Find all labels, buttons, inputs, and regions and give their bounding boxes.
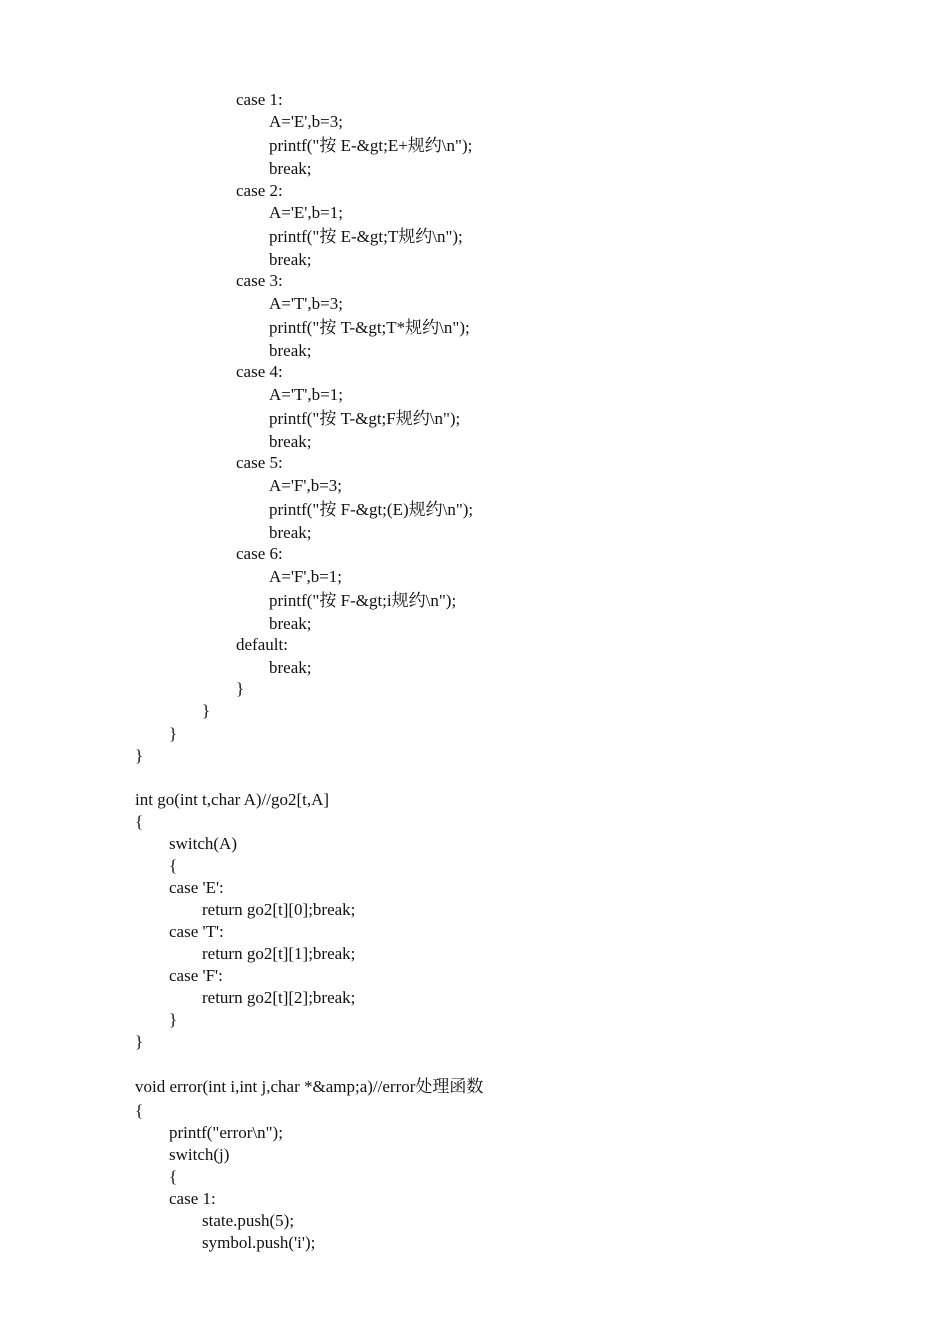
code-line: break;: [269, 614, 312, 633]
code-line: return go2[t][0];break;: [202, 900, 356, 919]
code-line: symbol.push('i');: [202, 1233, 316, 1252]
code-line: {: [135, 1101, 144, 1120]
code-line: }: [169, 1010, 178, 1029]
code-line: printf("按 F-&gt;(E)规约\n");: [269, 500, 474, 519]
code-line: }: [202, 701, 211, 720]
code-line: A='E',b=1;: [269, 203, 343, 222]
code-line: }: [135, 1032, 144, 1051]
code-line: printf("按 F-&gt;i规约\n");: [269, 591, 457, 610]
code-line: state.push(5);: [202, 1211, 295, 1230]
code-line: {: [169, 1167, 178, 1186]
code-line: {: [135, 812, 144, 831]
code-line: return go2[t][1];break;: [202, 944, 356, 963]
code-line: printf("按 E-&gt;E+规约\n");: [269, 136, 473, 155]
code-line: A='F',b=3;: [269, 476, 343, 495]
code-line: printf("按 T-&gt;T*规约\n");: [269, 318, 470, 337]
code-line: A='E',b=3;: [269, 112, 343, 131]
code-line: {: [169, 856, 178, 875]
code-line: }: [236, 679, 245, 698]
code-line: return go2[t][2];break;: [202, 988, 356, 1007]
code-line: case 4:: [236, 362, 283, 381]
code-line: switch(j): [169, 1145, 230, 1164]
code-line: case 1:: [169, 1189, 216, 1208]
code-line: case 'T':: [169, 922, 224, 941]
code-line: printf("error\n");: [169, 1123, 283, 1142]
code-line: break;: [269, 523, 312, 542]
code-line: case 6:: [236, 544, 283, 563]
code-line: case 5:: [236, 453, 283, 472]
code-line: break;: [269, 432, 312, 451]
code-line: case 3:: [236, 271, 283, 290]
code-line: A='T',b=3;: [269, 294, 343, 313]
code-line: printf("按 E-&gt;T规约\n");: [269, 227, 463, 246]
code-line: }: [169, 724, 178, 743]
code-line: case 'E':: [169, 878, 224, 897]
code-line: printf("按 T-&gt;F规约\n");: [269, 409, 461, 428]
code-line: break;: [269, 250, 312, 269]
code-line: switch(A): [169, 834, 237, 853]
code-line: A='F',b=1;: [269, 567, 343, 586]
code-line: break;: [269, 341, 312, 360]
code-line: default:: [236, 635, 288, 654]
code-line: break;: [269, 159, 312, 178]
code-line: A='T',b=1;: [269, 385, 343, 404]
code-line: void error(int i,int j,char *&amp;a)//error处理函数: [135, 1077, 484, 1096]
code-line: case 2:: [236, 181, 283, 200]
code-line: int go(int t,char A)//go2[t,A]: [135, 790, 330, 809]
code-line: break;: [269, 658, 312, 677]
code-line: }: [135, 746, 144, 765]
code-line: case 1:: [236, 90, 283, 109]
code-line: case 'F':: [169, 966, 223, 985]
